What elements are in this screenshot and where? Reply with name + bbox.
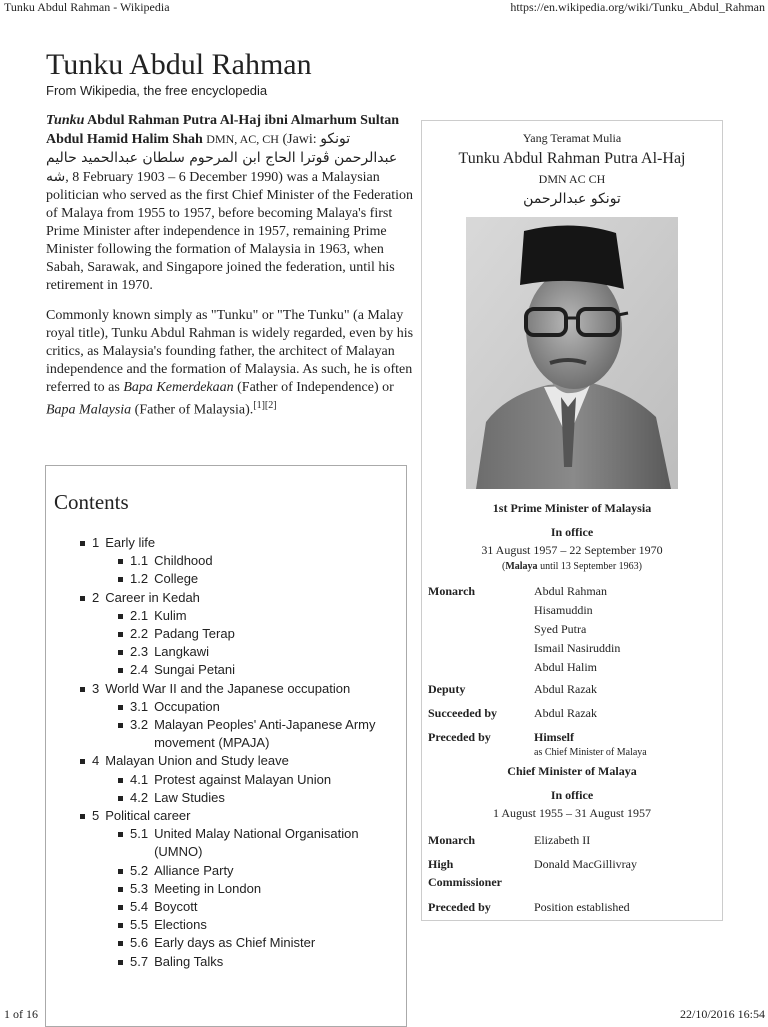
- toc-item[interactable]: 2 Career in Kedah 2.1 Kulim 2.2 Padang Terap 2.3 Langkawi 2.4 Sungai Petani: [76, 589, 406, 680]
- preceded-link[interactable]: Himself: [534, 730, 574, 744]
- monarch-row: [422, 582, 722, 680]
- toc-item[interactable]: 5 Political career 5.1 United Malay National Organisation (UMNO) 5.2 Alliance Party 5.3 Meeting in London 5.4 Boycott 5.5 Elections 5.6 Early days as Chief Minister 5.7 Baling Talks: [76, 807, 406, 971]
- office-dates: 31 August 1957 – 22 September 1970: [481, 543, 663, 557]
- monarch-list: [534, 582, 714, 677]
- preceded2-value: Position established: [534, 900, 630, 914]
- toc-item[interactable]: 3 World War II and the Japanese occupation 3.1 Occupation 3.2 Malayan Peoples' Anti-Japanese Army movement (MPAJA): [76, 680, 406, 753]
- office2-dates: 1 August 1955 – 31 August 1957: [492, 806, 651, 820]
- toc-subitem[interactable]: 1.1 Childhood: [114, 552, 406, 570]
- in-office-label-2: In office: [550, 788, 594, 802]
- toc-item[interactable]: 4 Malayan Union and Study leave 4.1 Protest against Malayan Union 4.2 Law Studies: [76, 752, 406, 807]
- monarch-label: Monarch: [428, 584, 476, 598]
- toc-subitem[interactable]: 2.4 Sungai Petani: [114, 661, 406, 679]
- infobox: [421, 120, 723, 921]
- name-title: Tunku: [46, 113, 85, 128]
- monarch-link[interactable]: Ismail Nasiruddin: [534, 641, 621, 655]
- monarch-link[interactable]: Hisamuddin: [534, 603, 593, 617]
- lead-text: was a Malaysian politician who served as the first Chief Minister of the Federation of Malaya from 1955 to 1957, before becoming Malaya's first Prime Minister after independence in 1957, remaining Prime Minister following the formation of Malaysia in 1963, when Sabah, Sarawak, and Singapore joined the federation, until his retirement in 1970.: [46, 170, 414, 293]
- preceded2-row: [422, 898, 722, 920]
- jawi-open: (Jawi:: [278, 132, 317, 147]
- reference-links[interactable]: [1][2]: [253, 400, 277, 411]
- monarch-link[interactable]: Syed Putra: [534, 622, 587, 636]
- preceded-note[interactable]: as Chief Minister of Malaya: [534, 747, 647, 758]
- high-commissioner-row: [422, 855, 722, 898]
- lead-text-2e: (Father of Malaysia).: [131, 402, 254, 418]
- toc-subitem[interactable]: 2.1 Kulim: [114, 607, 406, 625]
- toc-item[interactable]: 1 Early life 1.1 Childhood 1.2 College: [76, 534, 406, 589]
- page-header-url[interactable]: https://en.wikipedia.org/wiki/Tunku_Abdul_Rahman: [510, 0, 765, 14]
- high-commissioner-link[interactable]: Donald MacGillivray: [534, 857, 637, 871]
- portrait-photo[interactable]: [466, 217, 678, 489]
- preceded2-label: Preceded by: [428, 900, 491, 914]
- page-tagline: From Wikipedia, the free encyclopedia: [46, 83, 268, 98]
- toc-subitem[interactable]: 1.2 College: [114, 570, 406, 588]
- preceded-row: [422, 728, 722, 762]
- toc-subitem[interactable]: 4.1 Protest against Malayan Union: [114, 771, 406, 789]
- page-title: Tunku Abdul Rahman: [46, 48, 312, 81]
- monarch-link[interactable]: Abdul Rahman: [534, 584, 607, 598]
- toc-subitem[interactable]: 2.3 Langkawi: [114, 643, 406, 661]
- toc-subitem[interactable]: 3.1 Occupation: [114, 698, 406, 716]
- infobox-name: Tunku Abdul Rahman Putra Al-Haj: [458, 150, 686, 167]
- succeeded-label: Succeeded by: [428, 706, 497, 720]
- jawi-name: تونكو عبدالرحمن ڤوترا الحاج ابن المرحوم سلطان عبدالحميد حاليم شه: [46, 131, 398, 185]
- postnominals: DMN, AC, CH: [206, 132, 279, 146]
- bapa-malaysia: Bapa Malaysia: [46, 402, 132, 418]
- life-dates: , 8 February 1903 – 6 December 1990): [65, 170, 283, 185]
- preceded-label: Preceded by: [428, 730, 491, 744]
- monarch2-row: [422, 831, 722, 855]
- lead-paragraph-2: [46, 307, 414, 420]
- toc-heading: Contents: [54, 490, 129, 514]
- office-title[interactable]: 1st Prime Minister of Malaysia: [492, 501, 652, 515]
- page-header-title: Tunku Abdul Rahman - Wikipedia: [4, 0, 170, 14]
- preceded-value: [534, 728, 714, 759]
- page-counter: 1 of 16: [4, 1007, 38, 1021]
- infobox-postnominals: DMN AC CH: [538, 172, 606, 186]
- in-office-label: In office: [550, 525, 594, 539]
- monarch2-link[interactable]: Elizabeth II: [534, 833, 591, 847]
- succeeded-link[interactable]: Abdul Razak: [534, 706, 597, 720]
- high-commissioner-label: High Commissioner: [428, 857, 502, 889]
- deputy-row: [422, 680, 722, 704]
- toc-subitem[interactable]: 5.3 Meeting in London: [114, 880, 406, 898]
- deputy-link[interactable]: Abdul Razak: [534, 682, 597, 696]
- toc-subitem[interactable]: 3.2 Malayan Peoples' Anti-Japanese Army movement (MPAJA): [114, 716, 406, 752]
- deputy-label: Deputy: [428, 682, 466, 696]
- bapa-kemerdekaan: Bapa Kemerdekaan: [123, 380, 234, 395]
- toc-subitem[interactable]: 4.2 Law Studies: [114, 789, 406, 807]
- office2-title[interactable]: Chief Minister of Malaya: [507, 764, 637, 778]
- infobox-honorific: Yang Teramat Mulia: [522, 131, 622, 145]
- toc-subitem[interactable]: 5.7 Baling Talks: [114, 953, 406, 971]
- toc-list: [76, 534, 406, 971]
- lead-text-2c: (Father of Independence) or: [233, 380, 394, 395]
- toc-subitem[interactable]: 5.6 Early days as Chief Minister: [114, 934, 406, 952]
- lead-paragraph-1: [46, 112, 414, 295]
- monarch-link[interactable]: Abdul Halim: [534, 660, 597, 674]
- monarch2-label: Monarch: [428, 833, 476, 847]
- print-datetime: 22/10/2016 16:54: [679, 1007, 765, 1021]
- table-of-contents: [45, 465, 407, 1027]
- lead-text-2a: Commonly known simply as "Tunku" or "The Tunku" (a Malay royal title), Tunku Abdul Rahman is widely regarded, even by his critics, as Malaysia's founding father, the architect of Malayan independence and the formation of Malaysia. As such, he is often referred to as: [46, 308, 414, 395]
- toc-subitem[interactable]: 5.5 Elections: [114, 916, 406, 934]
- toc-subitem[interactable]: 5.2 Alliance Party: [114, 862, 406, 880]
- toc-subitem[interactable]: 5.4 Boycott: [114, 898, 406, 916]
- toc-subitem[interactable]: 5.1 United Malay National Organisation (UMNO): [114, 825, 406, 861]
- succeeded-row: [422, 704, 722, 728]
- office-note: (Malaya until 13 September 1963): [502, 561, 642, 572]
- full-name: Abdul Rahman Putra Al-Haj ibni Almarhum Sultan Abdul Hamid Halim Shah: [46, 113, 400, 147]
- toc-subitem[interactable]: 2.2 Padang Terap: [114, 625, 406, 643]
- lead-section: [46, 112, 414, 432]
- infobox-jawi: تونكو عبدالرحمن: [523, 191, 621, 207]
